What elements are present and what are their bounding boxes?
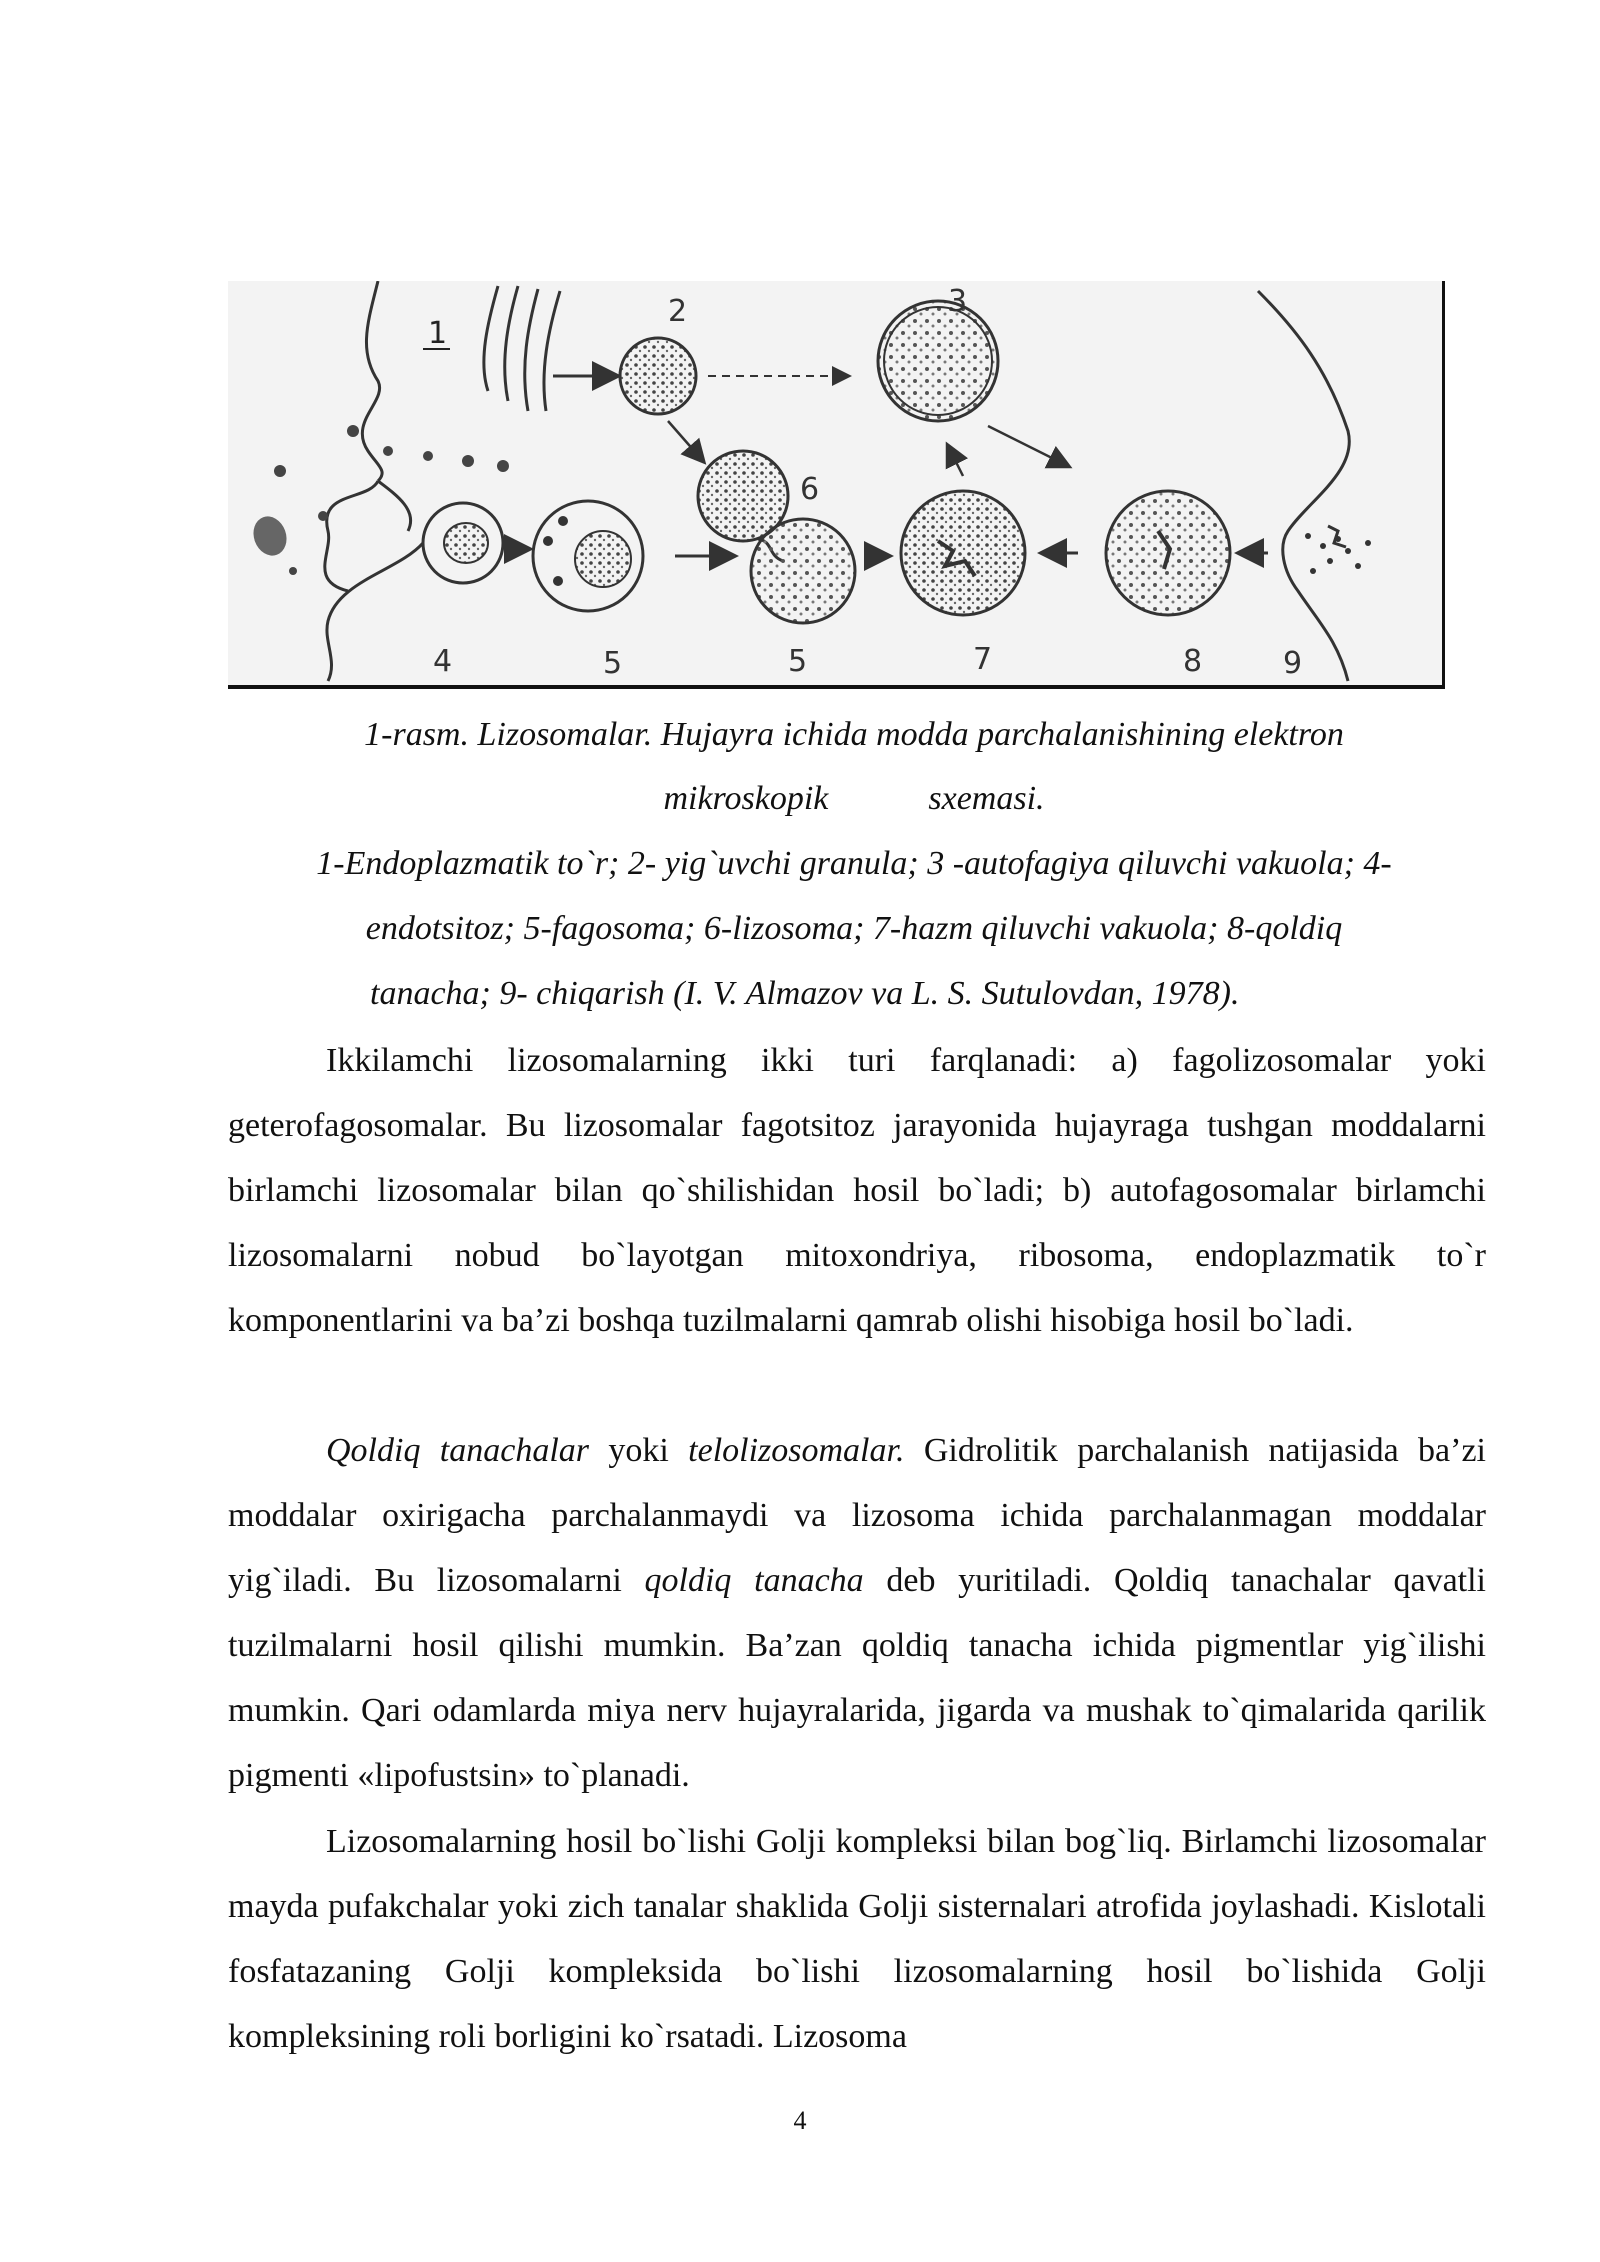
- term-telolysosomes: telolizosomalar.: [688, 1432, 905, 1469]
- lysosome-diagram: [228, 281, 1444, 687]
- endocytosis-pocket: [325, 481, 411, 591]
- paragraph-lysosome-formation: [228, 1809, 1486, 2069]
- figure-legend-line-2: endotsitoz; 5-fagosoma; 6-lizosoma; 7-hazm qiluvchi vakuola; 8-qoldiq: [365, 910, 1343, 947]
- svg-text:3: 3: [948, 284, 968, 319]
- figure-border-right: [1442, 281, 1445, 689]
- figure-border-bottom: [228, 685, 1445, 689]
- paragraph-text: Gidrolitik parchalanish natijasida ba’zi moddalar oxirigacha parchalanmaydi va lizosoma ichida parchalanmagan moddalar yig`iladi. Bu lizosomalarni: [228, 1432, 1486, 1599]
- svg-text:5: 5: [788, 644, 808, 679]
- figure-caption-subtitle: [228, 777, 1480, 821]
- svg-text:2: 2: [668, 294, 688, 329]
- term-residual-body: qoldiq tanacha: [644, 1562, 864, 1599]
- figure-legend-line-1: 1-Endoplazmatik to`r; 2- yig`uvchi granula; 3 -autofagiya qiluvchi vakuola; 4-: [316, 845, 1392, 882]
- paragraph-text: deb yuritiladi. Qoldiq tanachalar qavatli tuzilmalarni hosil qilishi mumkin. Ba’zan qoldiq tanacha ichida pigmentlar yig`ilishi mumkin. Qari odamlarda miya nerv hujayralarida, jigarda va mushak to`qimalarida qarilik pigmenti «lipofustsin» to`planadi.: [228, 1562, 1486, 1794]
- figure-caption-title: 1-rasm. Lizosomalar. Hujayra ichida modda parchalanishining elektron: [364, 716, 1344, 753]
- caption-word-b: sxemasi.: [928, 780, 1045, 817]
- term-residual-bodies: Qoldiq tanachalar: [326, 1432, 590, 1469]
- svg-text:6: 6: [800, 472, 820, 507]
- caption-word-a: mikroskopik: [663, 780, 829, 817]
- cell-membrane-left: [362, 281, 382, 481]
- svg-text:7: 7: [973, 642, 993, 677]
- svg-text:1: 1: [428, 316, 448, 351]
- svg-text:5: 5: [603, 646, 623, 681]
- svg-text:4: 4: [433, 644, 453, 679]
- svg-text:8: 8: [1183, 644, 1203, 679]
- figure-legend-line-3: tanacha; 9- chiqarish (I. V. Almazov va L. S. Sutulovdan, 1978).: [370, 975, 1240, 1012]
- page-number: 4: [793, 2106, 807, 2135]
- paragraph-text: yoki: [589, 1432, 689, 1469]
- diagram-svg: [228, 281, 1444, 687]
- paragraph-text: Ikkilamchi lizosomalarning ikki turi farqlanadi: a) fagolizosomalar yoki geterofagosomalar. Bu lizosomalar fagotsitoz jarayonida hujayraga tushgan moddalarni birlamchi lizosomalar bilan qo`shilishidan hosil bo`ladi; b) autofagosomalar birlamchi lizosomalarni nobud bo`layotgan mitoxondriya, ribosoma, endoplazmatik to`r komponentlarini va ba’zi boshqa tuzilmalarni qamrab olishi hisobiga hosil bo`ladi.: [228, 1042, 1486, 1339]
- svg-text:9: 9: [1283, 646, 1303, 681]
- paragraph-text: Lizosomalarning hosil bo`lishi Golji kompleksi bilan bog`liq. Birlamchi lizosomalar mayda pufakchalar yoki zich tanalar shaklida Golji sisternalari atrofida joylashadi. Kislotali fosfatazaning Golji kompleksida bo`lishi lizosomalarning hosil bo`lishida Golji kompleksining roli borligini ko`rsatadi. Lizosoma: [228, 1823, 1486, 2055]
- paragraph-secondary-lysosomes: [228, 1028, 1486, 1353]
- paragraph-residual-bodies: [228, 1418, 1486, 1808]
